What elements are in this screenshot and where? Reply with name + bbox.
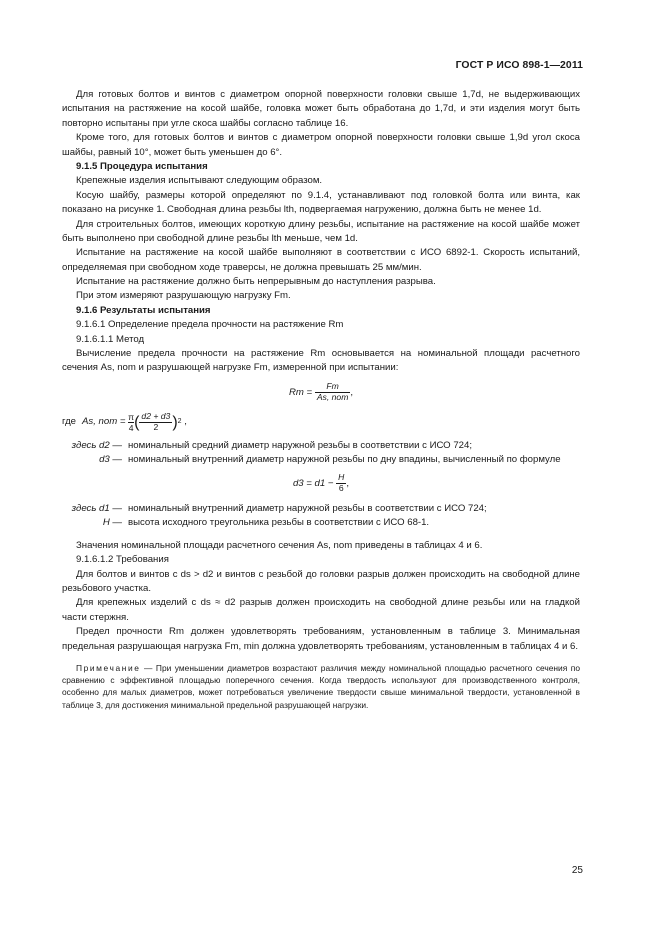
formula-lhs: d3 = d1 − [292,478,334,490]
definition-term: H — [102,517,122,529]
note [62,662,580,711]
definition-d3 [62,453,580,467]
paragraph: Значения номинальной площади расчетного сечения As, nom приведены в таблицах 4 и 6. [76,539,483,551]
paren-close: ) [172,413,178,431]
formula-d3: d3 = d1 − $\frac{H}{6}$ , [292,472,350,494]
note-label: Примечание [76,663,141,673]
definition-text: номинальный средний диаметр наружной резьбы в соответствии с ИСО 724; [128,439,472,451]
paragraph: Вычисление предела прочности на растяжение Rm основывается на номинальной площади расчетного сечения As, nom и разрушающей нагрузке Fm, измеренной при испытании: [62,348,580,374]
fraction-numerator: H [338,472,345,483]
document-header: ГОСТ Р ИСО 898-1—2011 [455,60,583,71]
fraction-denominator: As, nom [316,391,349,402]
subsection-heading: 9.1.6.1.1 Метод [76,333,145,345]
exponent: 2 [177,418,182,426]
inner-fraction [139,412,172,433]
definition-term: d3 — [99,453,122,465]
page-number: 25 [571,865,583,876]
paragraph: Испытание на растяжение на косой шайбе выполняют в соответствии с ИСО 6892-1. Скорость испытаний, определяемая при свободном ходе траверсы, не должна превышать 25 мм/мин. [62,247,580,273]
note-text: — При уменьшении диаметров возрастают различия между номинальной площадью расчетного сечения по сравнению с эффективной площадью поперечного сечения. Когда твердость используют для производственного контроля, особенно для малых диаметров, может потребоваться увеличение твердости свыше минимальной твердости, установленной в таблице 3, для достижения минимальной предельной разрушающей нагрузки. [62,663,580,710]
paren-open: ( [134,413,140,431]
paragraph: Испытание на растяжение должно быть непрерывным до наступления разрыва. [76,276,436,288]
paragraph: Косую шайбу, размеры которой определяют по 9.1.4, устанавливают под головкой болта или винта, как показано на рисунке 1. Свободная длина резьбы lth, подвергаемая нагружению, должна быть не менее 1d. [62,189,580,216]
paragraph: Предел прочности Rm должен удовлетворять требованиям, установленным в таблице 3. Минимальная предельная разрушающая нагрузка Fm, min должна удовлетворять требованиям, установленным в таблицах 4 и 6. [62,626,580,652]
formula-as-nom: где As, nom = $\frac{\pi}{4}$ ( $\frac{d2 + d3}{2}$ ) 2 , [62,411,187,434]
fraction-numerator: d2 + d3 [141,411,171,422]
formula-fraction [315,382,351,403]
definition-d1 [62,502,580,516]
definition-text: номинальный внутренний диаметр наружной резьбы по дну впадины, вычисленный по формуле [128,453,561,465]
paragraph: Крепежные изделия испытывают следующим образом. [76,175,323,187]
document-body [62,88,580,711]
paragraph: Для строительных болтов, имеющих короткую длину резьбы, испытание на растяжение на косой шайбе может быть выполнено при свободной длине резьбы lth меньше, чем 1d. [62,218,580,244]
definitions-list [62,502,580,531]
paragraph: Для болтов и винтов с ds > d2 и винтов с резьбой до головки разрыв должен происходить на свободной длине резьбового участка. [62,568,580,595]
definition-term: здесь d1 — [71,503,122,515]
paragraph: При этом измеряют разрушающую нагрузку Fm. [76,290,291,302]
formula-rm: Rm = $\frac{Fm}{\text{As, nom}}$ , [288,380,354,402]
definition-h [62,516,580,530]
definitions-list [62,439,580,468]
section-heading-9-1-5: 9.1.5 Процедура испытания [76,160,208,172]
formula-fraction [336,473,346,494]
subsection-heading: 9.1.6.1.2 Требования [76,554,169,566]
paragraph: Кроме того, для готовых болтов и винтов с диаметром опорной поверхности головки свыше 1,9d угол скоса шайбы, равный 10°, может быть уменьшен до 6°. [62,132,580,158]
definition-text: высота исходного треугольника резьбы в соответствии с ИСО 68-1. [128,517,430,529]
fraction-denominator: 4 [128,423,134,434]
definition-d2 [62,439,580,453]
formula-lhs: Rm = [288,386,313,398]
fraction-denominator: 6 [338,483,344,494]
formula-lhs: As, nom = [82,416,126,428]
paragraph: Для крепежных изделий с ds ≈ d2 разрыв должен происходить на свободной длине резьбы или на гладкой части стержня. [62,597,580,623]
fraction-numerator: Fm [315,382,351,393]
definition-term: здесь d2 — [71,439,122,451]
section-heading-9-1-6: 9.1.6 Результаты испытания [76,304,211,316]
fraction-numerator: π [128,411,135,422]
fraction-denominator: 2 [153,422,159,433]
paragraph: Для готовых болтов и винтов с диаметром опорной поверхности головки свыше 1,7d, не выдерживающих испытания на растяжение на косой шайбе, головка может быть обработана до 1,7d, и эти изделия могут быть повторно испытаны при угле скоса шайбы согласно таблице 16. [62,89,580,129]
subsection-heading: 9.1.6.1 Определение предела прочности на растяжение Rm [76,319,344,331]
definition-text: номинальный внутренний диаметр наружной резьбы в соответствии с ИСО 724; [128,503,487,515]
where-label: где [62,416,77,428]
